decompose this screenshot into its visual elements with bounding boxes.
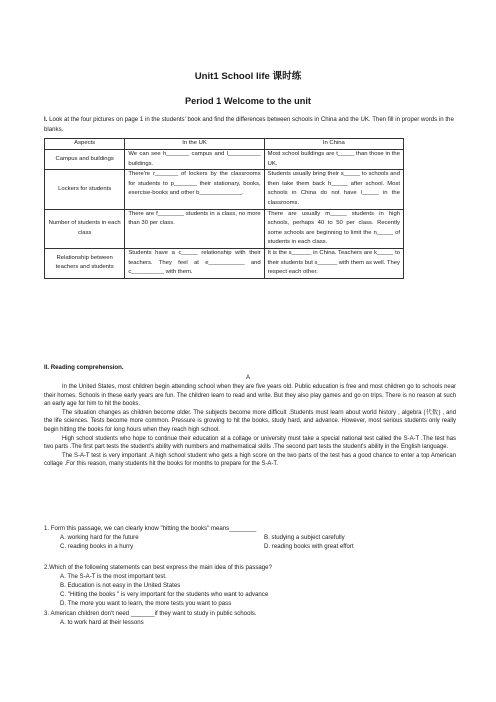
passage-paragraph: High school students who hope to continue their education at a collage or university must take a special national test called the S-A-T .The test has two parts .The first part tests the student's ability with numbers and mathematical skills .The second part tests the student's ability in the English language. [44,435,456,451]
header-uk: In the UK [125,139,264,150]
q2-option-a: A. The S-A-T is the most important test. [60,573,167,580]
uk-cell: There're r_______ of lockers by the classrooms for students to p_______ their stationary, books, exercise-books and other b_____________. [125,170,264,209]
aspect-cell: Lockers for students [45,170,125,209]
question-3-stem: 3. American children don't need _______if they want to study in public schools. [44,610,257,617]
passage-paragraph: The situation changes as children become older. The subjects become more difficult .Students must learn about world history , algebra (代数) , and the life sciences. Tests become more common. Pressure is growing to hit the books, study hard, and advance. However, most serious students only really begin hitting the books for long hours when they reach high school. [44,409,456,433]
aspect-cell: Campus and buildings [45,150,125,170]
uk-cell: There are f________ students in a class, no more than 30 per class. [125,209,264,248]
q3-option-a: A. to work hard at their lessons [60,619,144,626]
q1-option-d: D. reading books with great effort [264,543,354,550]
q1-option-a: A. working hard for the future [60,534,139,541]
comparison-table [44,138,404,279]
q1-option-b: B. studying a subject carefully [264,534,345,541]
section2-heading: II. Reading comprehension. [44,364,124,371]
q2-option-b: B. Education is not easy in the United States [60,582,181,589]
uk-cell: We can see h_______ campus and l__________ buildings. [125,150,264,170]
section1-text: Look at the four pictures on page 1 in the students' book and find the differences between schools in China and the UK. Then fill in proper words in the blanks. [44,116,454,133]
header-china: In China [264,139,403,150]
table-row [45,150,404,170]
q2-option-d: D. The more you want to learn, the more tests you want to pass [60,600,232,607]
aspect-cell: Relationship between teachers and students [45,248,125,278]
china-cell: There are usually m_____ students in high schools, perhaps 40 to 50 per class. Recently some schools are beginning to limit the n_____ of students in each class. [264,209,403,248]
uk-cell: Students have a c_____ relationship with their teachers. They feel at e___________ and c__________ with them. [125,248,264,278]
header-aspects: Aspects [45,139,125,150]
china-cell: It is the s______ in China. Teachers are k_____ to their students but s______ with them as well. They respect each other. [264,248,403,278]
q1-option-c: C. reading books in a hurry [60,543,134,550]
section1-instruction [44,115,456,134]
china-cell: Most school buildings are t_____ than those in the UK. [264,150,403,170]
question-1-stem: 1. Form this passage, we can clearly know "hitting the books" means________ [44,525,257,532]
aspect-cell: Number of students in each class [45,209,125,248]
page-subtitle: Period 1 Welcome to the unit [185,96,311,106]
reading-passage [44,383,456,469]
passage-paragraph: In the United States, most children begin attending school when they are five years old. Public education is free and most children go to schools near their homes. Schools in these early years are fun. The children learn to read and write. But they also play games and go on trips. There is no reason at such an early age for him to hit the books. [44,384,456,408]
table-row [45,248,404,278]
page-title: Unit1 School life 课时练 [194,71,302,82]
q2-option-c: C. "Hitting the books " is very important for the students who want to advance [60,591,269,598]
section1-label: I. [44,116,48,123]
question-2-stem: 2.Which of the following statements can best express the main idea of this passage? [44,564,272,571]
table-row [45,170,404,209]
passage-heading: A [245,374,251,381]
table-row [45,209,404,248]
table-header-row [45,139,404,150]
china-cell: Students usually bring their s_____ to schools and then take them back h_____ after school. Most schools in China do not have l_____ in the classrooms. [264,170,403,209]
passage-paragraph: The S-A-T test is very important .A high school student who gets a high score on the two parts of the test has a good chance to enter a top American collage .For this reason, many students hit the books for months to prepare for the S-A-T. [44,452,456,468]
